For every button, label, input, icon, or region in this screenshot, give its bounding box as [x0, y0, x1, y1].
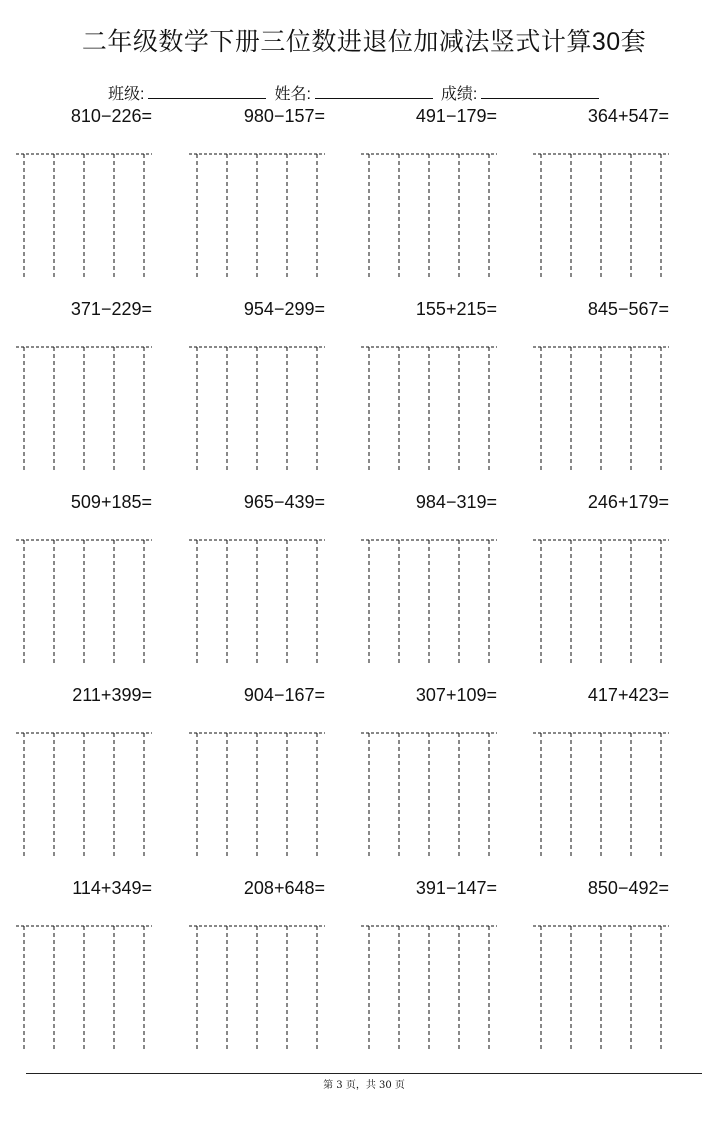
problem-expression: 208+648= [243, 878, 325, 898]
problem-expression: 491−179= [415, 106, 497, 126]
problem-expression: 364+547= [587, 106, 669, 126]
vertical-calc-grid [187, 345, 327, 473]
problem-expression: 114+349= [72, 878, 152, 898]
problem-cell [531, 685, 681, 865]
vertical-calc-grid [531, 924, 671, 1052]
student-info-line [108, 80, 607, 104]
problem-expression: 980−157= [243, 106, 325, 126]
problem-cell [187, 878, 337, 1058]
vertical-calc-grid [187, 538, 327, 666]
problem-expression: 965−439= [243, 492, 325, 512]
class-label: 班级: [108, 86, 145, 103]
problem-expression: 391−147= [415, 878, 497, 898]
problem-cell [14, 878, 164, 1058]
vertical-calc-grid [359, 538, 499, 666]
vertical-calc-grid [14, 924, 154, 1052]
vertical-calc-grid [531, 538, 671, 666]
problem-cell [187, 106, 337, 286]
problem-cell [359, 685, 509, 865]
problem-expression: 307+109= [415, 685, 497, 705]
problem-expression: 984−319= [415, 492, 497, 512]
problem-expression: 371−229= [70, 299, 152, 319]
vertical-calc-grid [359, 731, 499, 859]
problem-expression: 509+185= [70, 492, 152, 512]
vertical-calc-grid [14, 731, 154, 859]
problem-expression: 246+179= [587, 492, 669, 512]
vertical-calc-grid [359, 345, 499, 473]
score-label: 成绩: [440, 86, 478, 103]
problem-cell [14, 299, 164, 479]
vertical-calc-grid [187, 731, 327, 859]
vertical-calc-grid [187, 924, 327, 1052]
vertical-calc-grid [14, 152, 154, 280]
problem-expression: 810−226= [70, 106, 152, 126]
vertical-calc-grid [531, 731, 671, 859]
problem-cell [531, 492, 681, 672]
problem-cell [531, 878, 681, 1058]
footer-rule [26, 1073, 702, 1074]
problem-expression: 850−492= [587, 878, 669, 898]
vertical-calc-grid [187, 152, 327, 280]
page-title: 二年级数学下册三位数进退位加减法竖式计算30套 [81, 28, 647, 56]
score-blank [481, 97, 599, 99]
problem-cell [359, 299, 509, 479]
problem-cell [187, 299, 337, 479]
problem-cell [187, 492, 337, 672]
vertical-calc-grid [14, 538, 154, 666]
name-blank [315, 97, 433, 99]
class-blank [148, 97, 266, 99]
vertical-calc-grid [531, 345, 671, 473]
problem-cell [531, 106, 681, 286]
problem-cell [187, 685, 337, 865]
vertical-calc-grid [359, 152, 499, 280]
name-label: 姓名: [274, 86, 311, 103]
problem-cell [359, 106, 509, 286]
problem-expression: 954−299= [243, 299, 325, 319]
problem-cell [359, 878, 509, 1058]
problem-cell [531, 299, 681, 479]
vertical-calc-grid [359, 924, 499, 1052]
problem-expression: 845−567= [587, 299, 669, 319]
problem-cell [14, 685, 164, 865]
problem-cell [359, 492, 509, 672]
problem-cell [14, 492, 164, 672]
vertical-calc-grid [531, 152, 671, 280]
problem-expression: 155+215= [415, 299, 497, 319]
problem-cell [14, 106, 164, 286]
page-footer: 第 3 页，共 30 页 [323, 1080, 405, 1091]
problem-expression: 211+399= [72, 685, 152, 705]
problem-expression: 417+423= [587, 685, 669, 705]
problem-expression: 904−167= [243, 685, 325, 705]
vertical-calc-grid [14, 345, 154, 473]
